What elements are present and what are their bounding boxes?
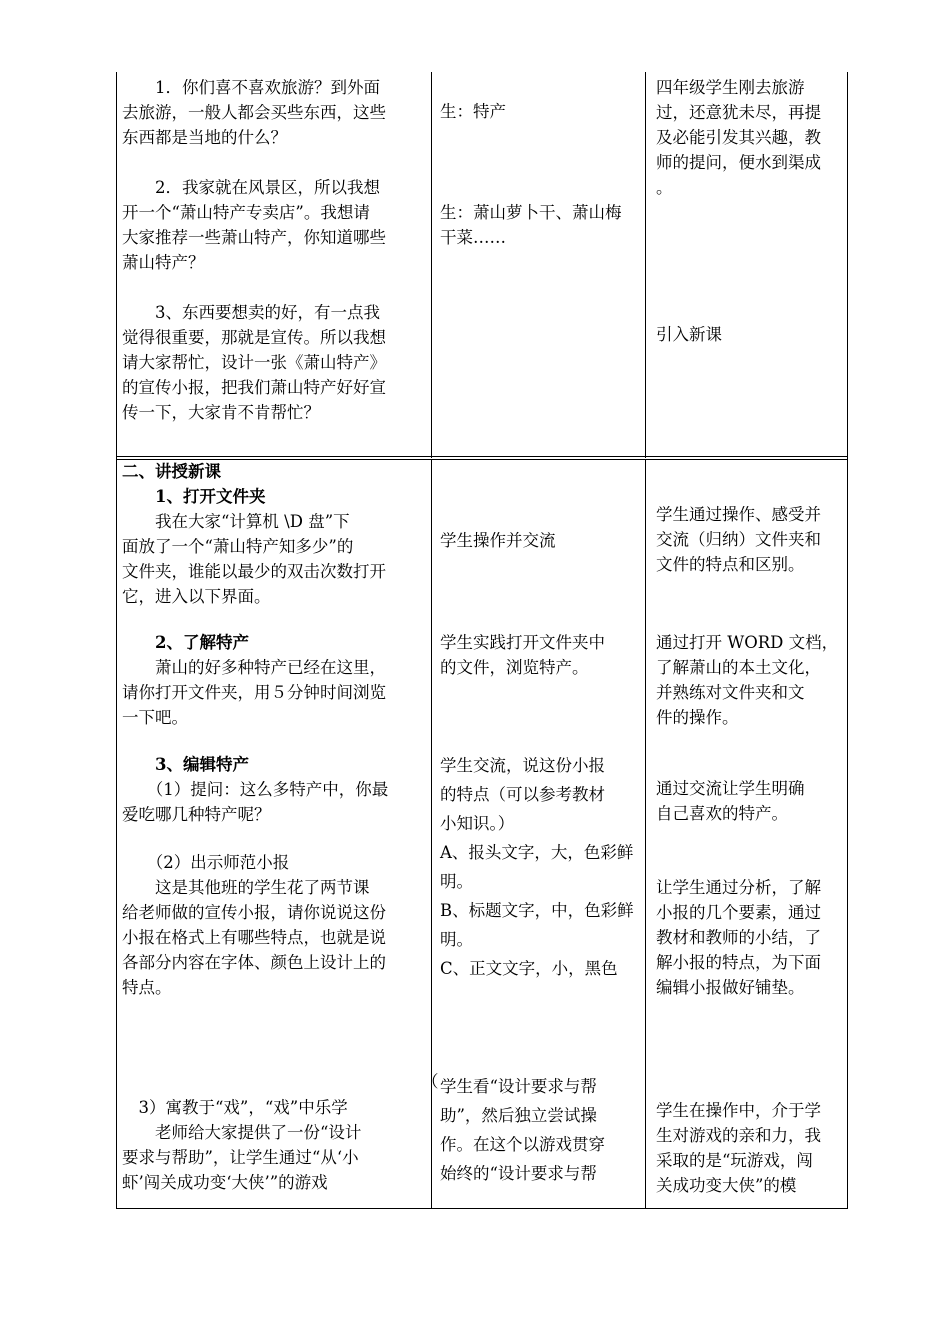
table-border-right <box>847 72 848 1209</box>
row-divider-b <box>116 459 848 460</box>
table-border-bottom <box>116 1208 848 1209</box>
text-line: 虾’闯关成功变‘大侠’”的游戏 <box>122 1173 328 1192</box>
table-divider-col1-row1 <box>431 72 432 458</box>
row-divider-a <box>116 456 848 457</box>
text-line: 请你打开文件夹，用５分钟时间浏览 <box>122 683 386 702</box>
text-line: 干菜…… <box>440 228 506 247</box>
text-line: 解小报的特点，为下面 <box>656 953 821 972</box>
text-line: 的特点（可以参考教材 <box>440 785 605 804</box>
text-line: 关成功变大侠”的模 <box>656 1176 797 1195</box>
text-line: 面放了一个“萧山特产知多少”的 <box>122 537 354 556</box>
text-line: 了解萧山的本土文化， <box>656 658 821 677</box>
text-line: 学生操作并交流 <box>440 531 556 550</box>
text-line: 开一个“萧山特产专卖店”。我想请 <box>122 203 370 222</box>
text-line: 作。在这个以游戏贯穿 <box>440 1135 605 1154</box>
text-line: 师的提问，便水到渠成 <box>656 153 821 172</box>
text-line: 请大家帮忙，设计一张《萧山特产》 <box>122 353 386 372</box>
subsection-heading: 1、打开文件夹 <box>122 487 266 506</box>
text-line: 的宣传小报，把我们萧山特产好好宣 <box>122 378 386 397</box>
text-line: 明。 <box>440 872 473 891</box>
text-line: 文件的特点和区别。 <box>656 555 805 574</box>
text-line: 3）寓教于“戏”，“戏”中乐学 <box>122 1098 348 1117</box>
text-line: （ <box>422 1072 439 1091</box>
text-line: 学生看“设计要求与帮 <box>440 1077 597 1096</box>
text-line: B、标题文字，中，色彩鲜 <box>440 901 634 920</box>
table-divider-col2-row2 <box>645 460 646 1209</box>
text-line: 及必能引发其兴趣，教 <box>656 128 821 147</box>
text-line: 小报的几个要素，通过 <box>656 903 821 922</box>
text-line: 爱吃哪几种特产呢？ <box>122 805 271 824</box>
text-line: 。 <box>656 178 673 197</box>
text-line: 一下吧。 <box>122 708 188 727</box>
text-line: 小报在格式上有哪些特点，也就是说 <box>122 928 386 947</box>
text-line: 学生交流，说这份小报 <box>440 756 605 775</box>
text-line: 教材和教师的小结，了 <box>656 928 821 947</box>
text-line: 给老师做的宣传小报，请你说说这份 <box>122 903 386 922</box>
text-line: 传一下，大家肯不肯帮忙？ <box>122 403 320 422</box>
text-line: 始终的“设计要求与帮 <box>440 1164 597 1183</box>
text-line: 明。 <box>440 930 473 949</box>
text-line: 四年级学生刚去旅游 <box>656 78 805 97</box>
text-line: 3、东西要想卖的好，有一点我 <box>122 303 380 322</box>
text-line: 采取的是“玩游戏，闯 <box>656 1151 813 1170</box>
text-line: 文件夹，谁能以最少的双击次数打开 <box>122 562 386 581</box>
text-line: 自己喜欢的特产。 <box>656 804 788 823</box>
text-line: 件的操作。 <box>656 708 739 727</box>
text-line: 生：萧山萝卜干、萧山梅 <box>440 203 622 222</box>
text-line: 学生在操作中，介于学 <box>656 1101 821 1120</box>
text-line: 它，进入以下界面。 <box>122 587 271 606</box>
text-line: 引入新课 <box>656 325 722 344</box>
text-line: 去旅游，一般人都会买些东西，这些 <box>122 103 386 122</box>
lesson-table <box>116 72 848 1209</box>
text-line: 觉得很重要，那就是宣传。所以我想 <box>122 328 386 347</box>
text-line: 交流（归纳）文件夹和 <box>656 530 821 549</box>
text-line: 2．我家就在风景区，所以我想 <box>122 178 380 197</box>
subsection-heading: 2、了解特产 <box>122 633 249 652</box>
text-line: 老师给大家提供了一份“设计 <box>122 1123 362 1142</box>
text-line: C、正文文字，小，黑色 <box>440 959 618 978</box>
text-line: 的文件，浏览特产。 <box>440 658 589 677</box>
text-line: A、报头文字，大，色彩鲜 <box>440 843 634 862</box>
text-line: 通过打开 WORD 文档， <box>656 633 839 652</box>
table-divider-col1-row2 <box>431 460 432 1209</box>
text-line: 大家推荐一些萧山特产，你知道哪些 <box>122 228 386 247</box>
text-line: 生：特产 <box>440 102 506 121</box>
section-heading: 二、讲授新课 <box>122 462 221 481</box>
table-divider-col2-row1 <box>645 72 646 458</box>
text-line: （1）提问：这么多特产中，你最 <box>122 780 389 799</box>
text-line: 并熟练对文件夹和文 <box>656 683 805 702</box>
text-line: （2）出示师范小报 <box>122 853 290 872</box>
text-line: 让学生通过分析，了解 <box>656 878 821 897</box>
text-line: 萧山的好多种特产已经在这里， <box>122 658 386 677</box>
text-line: 助”，然后独立尝试操 <box>440 1106 597 1125</box>
text-line: 学生实践打开文件夹中 <box>440 633 605 652</box>
text-line: 我在大家“计算机 \D 盘”下 <box>122 512 350 531</box>
text-line: 这是其他班的学生花了两节课 <box>122 878 370 897</box>
text-line: 各部分内容在字体、颜色上设计上的 <box>122 953 386 972</box>
subsection-heading: 3、编辑特产 <box>122 755 249 774</box>
text-line: 特点。 <box>122 978 172 997</box>
text-line: 东西都是当地的什么？ <box>122 128 287 147</box>
text-line: 小知识。） <box>440 814 515 833</box>
text-line: 编辑小报做好铺垫。 <box>656 978 805 997</box>
text-line: 萧山特产？ <box>122 253 205 272</box>
text-line: 要求与帮助”，让学生通过“从‘小 <box>122 1148 359 1167</box>
text-line: 生对游戏的亲和力，我 <box>656 1126 821 1145</box>
text-line: 过，还意犹未尽，再提 <box>656 103 821 122</box>
text-line: 通过交流让学生明确 <box>656 779 805 798</box>
text-line: 1．你们喜不喜欢旅游？到外面 <box>122 78 380 97</box>
text-line: 学生通过操作、感受并 <box>656 505 821 524</box>
table-border-left <box>116 72 117 1209</box>
